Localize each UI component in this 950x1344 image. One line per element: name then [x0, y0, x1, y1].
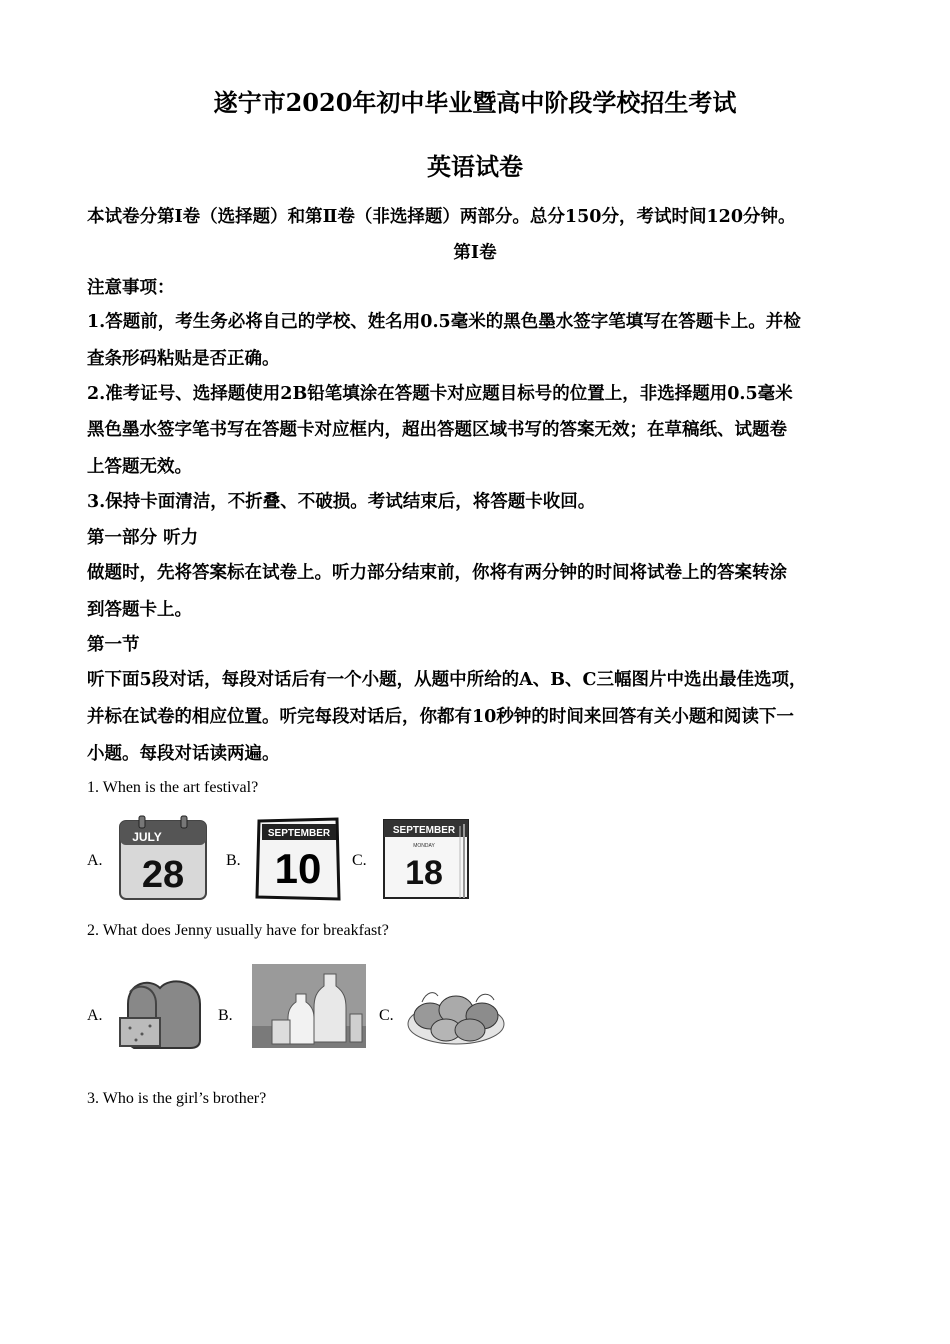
q1-option-c-label: C. — [352, 852, 367, 869]
section1-line-2: 并标在试卷的相应位置。听完每段对话后，你都有10秒钟的时间来回答有关小题和阅读下一 — [87, 707, 794, 727]
question-3-text: 3. Who is the girl’s brother? — [87, 1090, 267, 1107]
question-2-text: 2. What does Jenny usually have for breakfast? — [87, 922, 389, 939]
calendar-icon — [117, 815, 209, 901]
part1-instruction-line-2: 到答题卡上。 — [87, 600, 192, 620]
exam-title: 遂宁市2020年初中毕业暨高中阶段学校招生考试 — [213, 88, 737, 117]
notice-item-1-line-2: 查条形码粘贴是否正确。 — [87, 349, 280, 369]
section1-line-1: 听下面5段对话，每段对话后有一个小题，从题中所给的A、B、C三幅图片中选出最佳选项， — [87, 670, 807, 690]
q1-b-day: 10 — [274, 845, 322, 892]
q1-b-month: SEPTEMBER — [267, 828, 331, 839]
dumplings-icon — [406, 972, 506, 1048]
q1-c-day: 18 — [405, 854, 443, 892]
q2-option-a-label: A. — [87, 1007, 103, 1024]
q2-option-c-label: C. — [379, 1007, 394, 1024]
milk-bottles-icon — [252, 964, 366, 1048]
intro-text: 本试卷分第Ⅰ卷（选择题）和第Ⅱ卷（非选择题）两部分。总分150分，考试时间120分钟。 — [87, 207, 796, 227]
notice-item-3: 3.保持卡面清洁，不折叠、不破损。考试结束后，将答题卡收回。 — [87, 492, 596, 512]
notice-item-1-line-1: 1.答题前，考生务必将自己的学校、姓名用0.5毫米的黑色墨水签字笔填写在答题卡上。并检 — [87, 312, 801, 332]
bread-icon — [116, 974, 204, 1050]
q1-c-month: SEPTEMBER — [392, 825, 456, 836]
notice-item-2-line-1: 2.准考证号、选择题使用2B铅笔填涂在答题卡对应题目标号的位置上，非选择题用0.5毫米 — [87, 384, 793, 404]
notice-item-2-line-3: 上答题无效。 — [87, 457, 192, 477]
calendar-icon — [255, 817, 341, 901]
q1-option-a-label: A. — [87, 852, 103, 869]
question-1-text: 1. When is the art festival? — [87, 779, 259, 796]
q2-option-b-label: B. — [218, 1007, 233, 1024]
q1-c-weekday: MONDAY — [413, 843, 435, 849]
section1-line-3: 小题。每段对话读两遍。 — [87, 744, 280, 764]
q1-option-b-label: B. — [226, 852, 241, 869]
part1-instruction-line-1: 做题时，先将答案标在试卷上。听力部分结束前，你将有两分钟的时间将试卷上的答案转涂 — [87, 563, 787, 583]
q1-a-day: 28 — [141, 854, 185, 896]
notice-heading: 注意事项： — [87, 278, 175, 298]
volume-label: 第Ⅰ卷 — [453, 243, 497, 263]
q1-a-month: JULY — [132, 830, 162, 844]
exam-subtitle: 英语试卷 — [427, 152, 523, 181]
part1-heading: 第一部分 听力 — [87, 528, 199, 548]
notice-item-2-line-2: 黑色墨水签字笔书写在答题卡对应框内，超出答题区域书写的答案无效；在草稿纸、试题卷 — [87, 420, 787, 440]
section1-heading: 第一节 — [87, 635, 140, 655]
calendar-icon — [382, 818, 470, 900]
